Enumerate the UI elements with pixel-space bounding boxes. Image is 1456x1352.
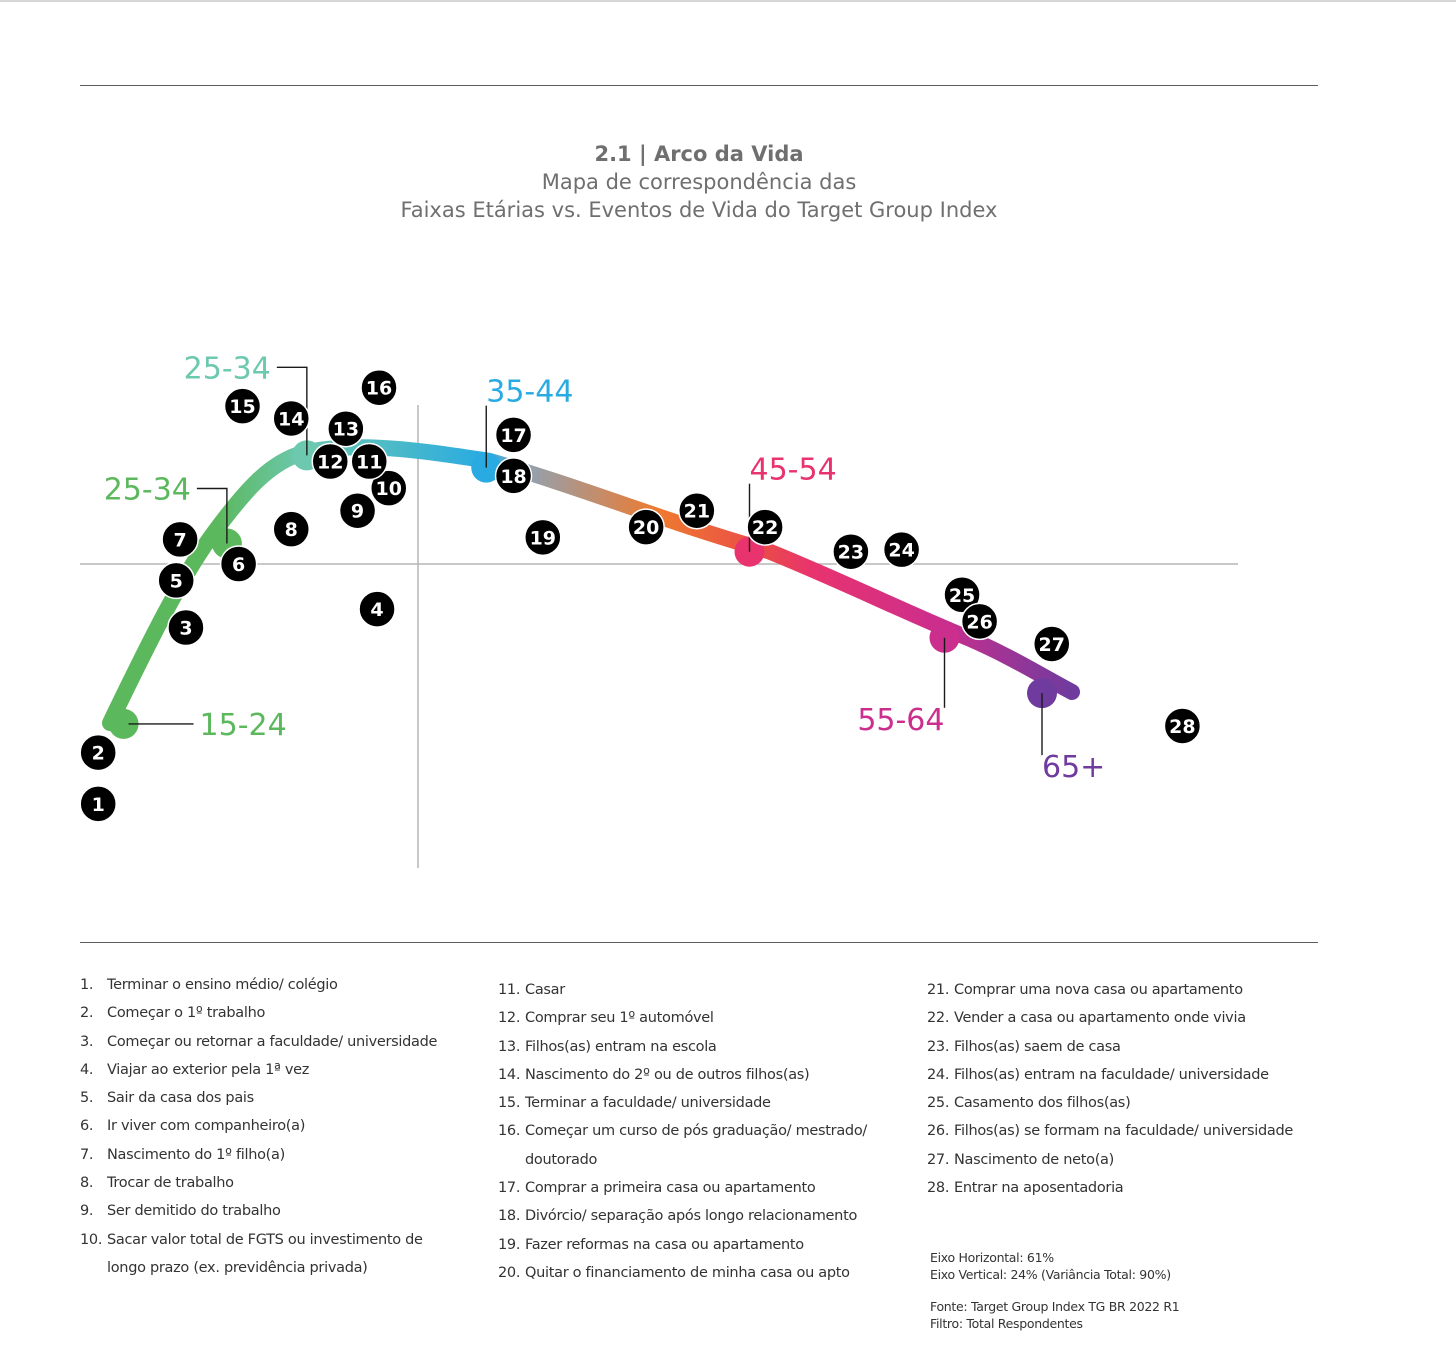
legend-item-number [80, 1254, 107, 1282]
legend-item-number: 13. [498, 1038, 521, 1055]
legend-item [80, 1226, 437, 1254]
legend-item-number: 22. [927, 1010, 950, 1027]
legend-item [80, 1084, 437, 1112]
legend-item [498, 1174, 867, 1202]
legend-item-text: Sair da casa dos pais [107, 1090, 254, 1107]
event-point-label-19: 19 [529, 527, 557, 550]
legend-item [498, 1202, 867, 1230]
age-group-label-5: 45-54 [749, 452, 837, 488]
legend-item [498, 1117, 867, 1145]
legend-item-text: Começar ou retornar a faculdade/ universidade [107, 1033, 438, 1050]
legend-item-text: Casamento dos filhos(as) [954, 1095, 1131, 1112]
legend-item-text: Vender a casa ou apartamento onde vivia [954, 1010, 1246, 1027]
legend-item-text: Trocar de trabalho [107, 1175, 234, 1192]
event-points [80, 370, 1200, 822]
legend-item-number: 18. [498, 1208, 521, 1225]
legend-item-text: Ir viver com companheiro(a) [107, 1118, 306, 1135]
event-point-label-6: 6 [231, 554, 246, 576]
legend-item [927, 1004, 1293, 1032]
legend-column-2 [498, 976, 867, 1287]
legend-item-number [498, 1146, 525, 1174]
legend-item [927, 1061, 1293, 1089]
note-axis-horizontal: Eixo Horizontal: 61% [930, 1250, 1054, 1265]
event-point-label-13: 13 [332, 418, 360, 441]
legend-item [498, 1146, 867, 1174]
legend-item [498, 1033, 867, 1061]
legend-item-number: 3. [80, 1033, 94, 1050]
legend-item-number: 10. [80, 1231, 103, 1248]
event-point-label-24: 24 [888, 539, 915, 562]
legend-item [498, 976, 867, 1004]
legend-item-number: 1. [80, 977, 94, 993]
axis-notes [930, 1249, 1171, 1283]
note-source: Fonte: Target Group Index TG BR 2022 R1 [930, 1299, 1180, 1314]
legend-item-number: 6. [80, 1118, 94, 1135]
bottom-divider [80, 942, 1318, 943]
event-point-label-27: 27 [1038, 633, 1065, 656]
legend-column-1 [80, 971, 437, 1282]
event-point-label-22: 22 [751, 517, 779, 540]
legend-item-text: Entrar na aposentadoria [954, 1180, 1124, 1197]
legend-item [80, 1197, 437, 1225]
event-point-label-25: 25 [948, 584, 976, 607]
legend-item-text: Nascimento do 1º filho(a) [107, 1146, 285, 1163]
legend-item [927, 976, 1293, 1004]
legend-item-text: Casar [525, 982, 565, 998]
legend-item [927, 1117, 1293, 1145]
legend-item-text: doutorado [525, 1151, 598, 1168]
legend-item-number: 28. [927, 1180, 950, 1197]
legend-item-text: Filhos(as) entram na faculdade/ universidade [954, 1066, 1269, 1083]
event-point-label-3: 3 [179, 617, 193, 640]
legend-item-text: Divórcio/ separação após longo relacionamento [525, 1208, 858, 1225]
legend-item-text: Sacar valor total de FGTS ou investimento de [107, 1231, 423, 1248]
event-point-label-18: 18 [500, 465, 527, 488]
event-point-label-1: 1 [91, 793, 105, 816]
legend-item-text: Filhos(as) saem de casa [954, 1038, 1121, 1055]
legend-item-text: Nascimento do 2º ou de outros filhos(as) [525, 1066, 810, 1083]
legend-item-text: Filhos(as) entram na escola [525, 1038, 717, 1055]
event-point-label-5: 5 [169, 570, 183, 593]
note-filter: Filtro: Total Respondentes [930, 1316, 1083, 1331]
legend-item-text: Começar um curso de pós graduação/ mestrado/ [525, 1123, 867, 1140]
event-point-label-16: 16 [365, 377, 393, 400]
legend-item [927, 1033, 1293, 1061]
legend-item-number: 2. [80, 1005, 94, 1022]
legend-item-number: 11. [498, 982, 521, 998]
legend-item-text: Quitar o financiamento de minha casa ou apto [525, 1264, 850, 1281]
age-group-label-3: 25-34 [183, 351, 271, 387]
age-group-label-7: 65+ [1042, 750, 1106, 786]
event-point-label-8: 8 [284, 519, 298, 542]
event-point-label-15: 15 [229, 396, 256, 419]
legend-item [498, 1061, 867, 1089]
legend-item-number: 5. [80, 1090, 94, 1107]
legend-item-number: 8. [80, 1175, 94, 1192]
legend-item [498, 1004, 867, 1032]
legend-item-number: 16. [498, 1123, 521, 1140]
legend-item-number: 21. [927, 982, 950, 998]
legend-item-text: Comprar a primeira casa ou apartamento [525, 1180, 816, 1197]
legend-item-number: 26. [927, 1123, 950, 1140]
legend-item [80, 1112, 437, 1140]
legend-item-number: 17. [498, 1180, 521, 1197]
legend-item-number: 20. [498, 1264, 521, 1281]
event-point-label-26: 26 [966, 611, 993, 634]
chart-subtitle-line-2: Faixas Etárias vs. Eventos de Vida do Target Group Index [400, 198, 998, 222]
legend-item-text: Começar o 1º trabalho [107, 1005, 266, 1022]
event-point-label-17: 17 [500, 424, 527, 447]
event-point-label-28: 28 [1169, 715, 1196, 738]
event-point-label-14: 14 [278, 408, 305, 431]
legend-item [80, 1056, 437, 1084]
legend-item-text: Nascimento de neto(a) [954, 1151, 1114, 1168]
legend-item [80, 1254, 437, 1282]
event-point-label-7: 7 [173, 529, 187, 552]
legend-item-number: 7. [80, 1146, 94, 1163]
legend-item [498, 1231, 867, 1259]
legend-item [498, 1089, 867, 1117]
legend-item-number: 4. [80, 1061, 94, 1078]
legend-item-text: Fazer reformas na casa ou apartamento [525, 1236, 804, 1253]
age-group-label-4: 35-44 [486, 374, 574, 410]
event-point-label-4: 4 [370, 599, 384, 622]
legend-item [80, 1141, 437, 1169]
legend-item [927, 1146, 1293, 1174]
legend-item-text: Terminar a faculdade/ universidade [525, 1095, 771, 1112]
note-axis-vertical: Eixo Vertical: 24% (Variância Total: 90%) [930, 1267, 1171, 1282]
legend-item [80, 1028, 437, 1056]
legend-item-text: Terminar o ensino médio/ colégio [107, 977, 338, 993]
legend-item-text: Filhos(as) se formam na faculdade/ universidade [954, 1123, 1293, 1140]
event-point-label-23: 23 [837, 541, 865, 564]
legend-item-text: Comprar seu 1º automóvel [525, 1010, 714, 1027]
legend-item-number: 12. [498, 1010, 521, 1027]
event-point-label-20: 20 [632, 517, 660, 540]
legend-item-number: 25. [927, 1095, 950, 1112]
legend-item [80, 1169, 437, 1197]
legend-item-number: 27. [927, 1151, 950, 1168]
event-point-label-21: 21 [683, 500, 711, 523]
legend-column-3 [927, 976, 1293, 1202]
event-point-label-12: 12 [317, 451, 344, 474]
age-group-label-1: 15-24 [199, 707, 287, 743]
life-arc-curve [110, 447, 1072, 723]
legend-item [927, 1089, 1293, 1117]
event-point-label-9: 9 [350, 500, 365, 523]
legend-item-number: 23. [927, 1038, 950, 1055]
event-point-label-10: 10 [375, 478, 402, 501]
event-point-label-11: 11 [356, 451, 383, 474]
legend-item-number: 14. [498, 1066, 521, 1083]
legend-item-number: 9. [80, 1203, 94, 1220]
legend-item [80, 999, 437, 1027]
legend-item-text: Ser demitido do trabalho [107, 1203, 281, 1220]
age-group-label-2: 25-34 [103, 472, 191, 508]
legend-item-text: Comprar uma nova casa ou apartamento [954, 982, 1243, 998]
legend-item [498, 1259, 867, 1287]
event-point-label-2: 2 [91, 742, 105, 765]
source-notes [930, 1298, 1179, 1332]
legend-item-number: 15. [498, 1095, 521, 1112]
legend-item-text: Viajar ao exterior pela 1ª vez [107, 1061, 310, 1078]
chart-title: 2.1 | Arco da Vida [594, 142, 804, 166]
legend-item [80, 971, 437, 999]
age-group-label-6: 55-64 [857, 702, 945, 738]
legend-item-text: longo prazo (ex. previdência privada) [107, 1259, 368, 1276]
legend-item-number: 19. [498, 1236, 521, 1253]
legend-item [927, 1174, 1293, 1202]
chart-subtitle-line-1: Mapa de correspondência das [541, 170, 857, 194]
legend-item-number: 24. [927, 1066, 950, 1083]
